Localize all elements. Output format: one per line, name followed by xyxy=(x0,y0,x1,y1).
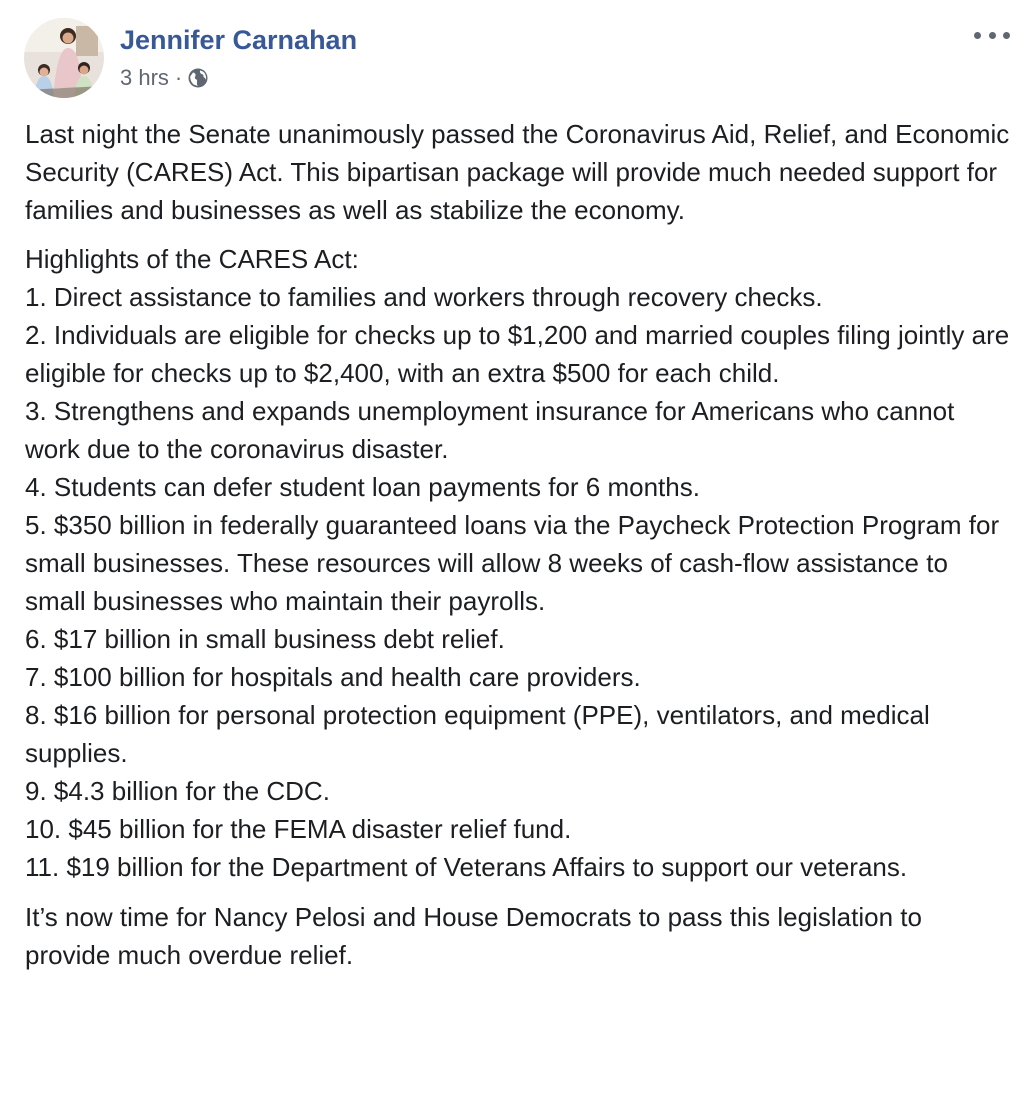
author-avatar[interactable] xyxy=(24,18,104,98)
post-closing: It’s now time for Nancy Pelosi and House Democrats to pass this legislation to provide much overdue relief. xyxy=(25,902,922,970)
highlight-item: 3. Strengthens and expands unemployment insurance for Americans who cannot work due to the coronavirus disaster. xyxy=(25,396,955,464)
meta-separator: · xyxy=(174,65,183,90)
more-dot xyxy=(1003,32,1010,39)
highlight-item: 8. $16 billion for personal protection equipment (PPE), ventilators, and medical supplies. xyxy=(25,700,930,768)
highlight-item: 10. $45 billion for the FEMA disaster relief fund. xyxy=(25,814,572,844)
highlight-item: 4. Students can defer student loan payments for 6 months. xyxy=(25,472,700,502)
more-dot xyxy=(974,32,981,39)
author-name-link[interactable]: Jennifer Carnahan xyxy=(120,25,358,55)
highlights-heading: Highlights of the CARES Act: xyxy=(25,244,359,274)
highlight-item: 11. $19 billion for the Department of Veterans Affairs to support our veterans. xyxy=(25,852,908,882)
highlight-item: 1. Direct assistance to families and workers through recovery checks. xyxy=(25,282,823,312)
post-text xyxy=(25,115,1010,985)
more-dot xyxy=(989,32,996,39)
highlight-item: 5. $350 billion in federally guaranteed loans via the Paycheck Protection Program for small businesses. These resources will allow 8 weeks of cash-flow assistance to small businesses who maintain their payrolls. xyxy=(25,510,1000,616)
globe-icon[interactable] xyxy=(187,67,209,89)
avatar-photo xyxy=(24,18,104,98)
more-options-icon[interactable] xyxy=(974,24,1010,46)
highlight-item: 6. $17 billion in small business debt relief. xyxy=(25,624,505,654)
post-timestamp[interactable]: 3 hrs xyxy=(120,65,169,90)
post-meta xyxy=(120,62,209,94)
highlight-item: 2. Individuals are eligible for checks up to $1,200 and married couples filing jointly are eligible for checks up to $2,400, with an extra $500 for each child. xyxy=(25,320,1010,388)
post-intro: Last night the Senate unanimously passed the Coronavirus Aid, Relief, and Economic Security (CARES) Act. This bipartisan package will provide much needed support for families and businesses as well as stabilize the economy. xyxy=(25,119,1010,225)
highlights-block xyxy=(25,240,1010,886)
highlight-item: 7. $100 billion for hospitals and health care providers. xyxy=(25,662,641,692)
highlight-item: 9. $4.3 billion for the CDC. xyxy=(25,776,330,806)
